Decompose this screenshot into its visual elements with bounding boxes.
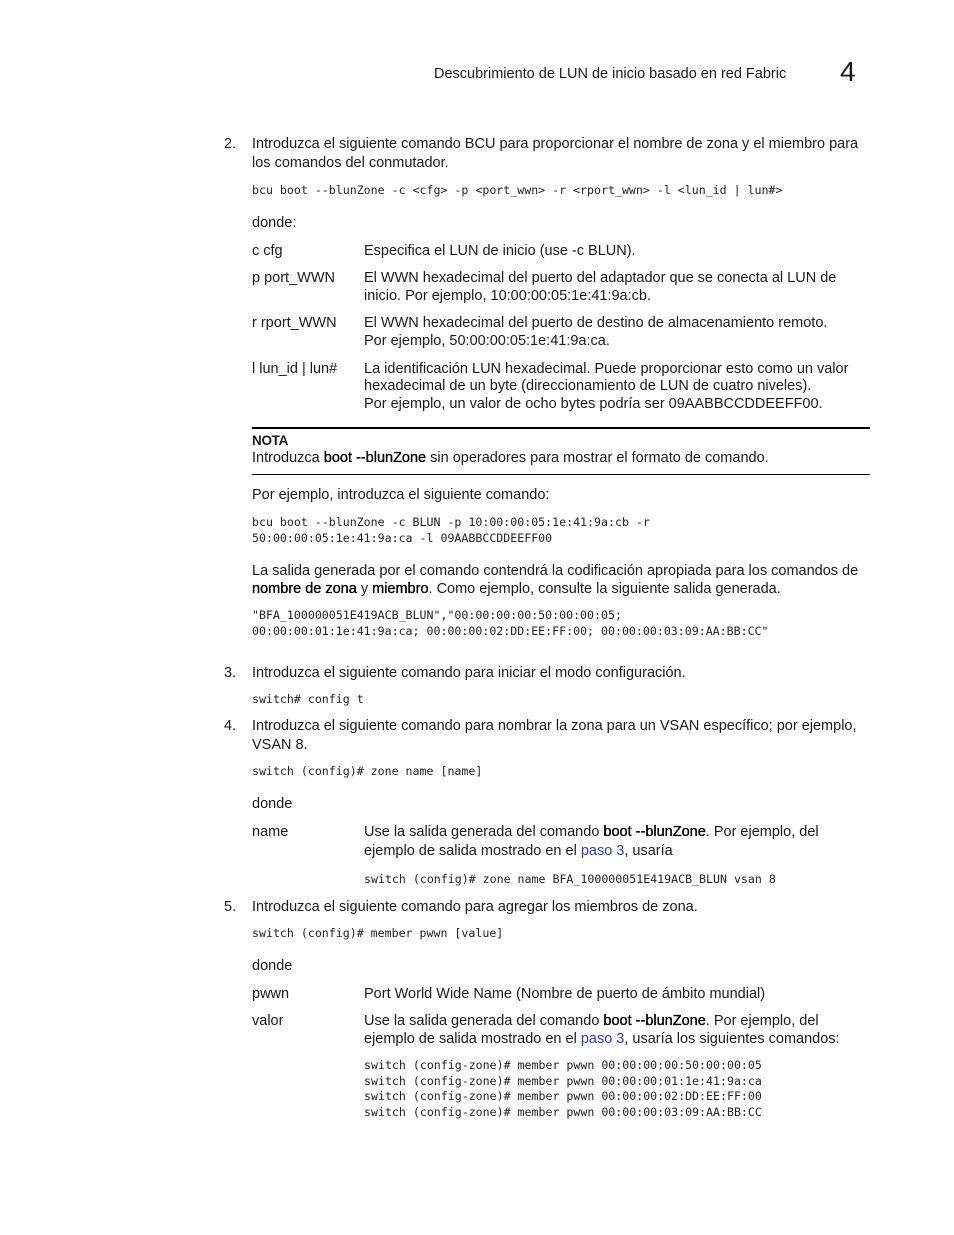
running-header: Descubrimiento de LUN de inicio basado en red Fabric <box>434 66 787 82</box>
output-desc-line2: nombre de zona y miembro. Como ejemplo, consulte la siguiente salida generada. <box>252 581 781 597</box>
step-4-example-command: switch (config)# zone name BFA_100000051E419ACB_BLUN vsan 8 <box>364 872 776 886</box>
paso-3-link[interactable]: paso 3 <box>580 843 625 859</box>
step-4-text-line1: Introduzca el siguiente comando para nombrar la zona para un VSAN específico; por ejemplo, <box>252 718 857 734</box>
def-desc-lun-id-2: hexadecimal de un byte (direccionamiento de LUN de cuatro niveles). <box>364 378 812 394</box>
def-term-name: name <box>252 824 289 840</box>
def-term-lun-id: l lun_id | lun# <box>252 361 338 377</box>
def-desc-name-2: ejemplo de salida mostrado en el paso 3, usaría <box>364 843 673 859</box>
step-3-number: 3. <box>224 665 237 681</box>
step-2-text-line2: los comandos del conmutador. <box>252 155 449 171</box>
step-2-command: bcu boot --blunZone -c <cfg> -p <port_wwn> -r <rport_wwn> -l <lun_id | lun#> <box>252 183 783 197</box>
generated-output: "BFA_100000051E419ACB_BLUN","00:00:00:00:50:00:00:05; 00:00:00:01:1e:41:9a:ca; 00:00:00:02:DD:EE:FF:00; 00:00:00:03:09:AA:BB:CC" <box>252 608 769 638</box>
note-label: NOTA <box>252 433 289 448</box>
def-term-port-wwn: p port_WWN <box>252 270 335 286</box>
step-5-donde: donde <box>252 958 293 974</box>
step-5-command: switch (config)# member pwwn [value] <box>252 926 504 940</box>
step-5-example-commands: switch (config-zone)# member pwwn 00:00:00:00:50:00:00:05 switch (config-zone)# member pwwn 00:00:00:01:1e:41:9a:ca switch (config-zone)# member pwwn 00:00:00:02:DD:EE:FF:00 switch (config-zone)# member pwwn 00:00:00:03:09:AA:BB:CC <box>364 1058 762 1119</box>
def-desc-cfg: Especifica el LUN de inicio (use -c BLUN). <box>364 243 636 259</box>
step-5-text: Introduzca el siguiente comando para agregar los miembros de zona. <box>252 899 698 915</box>
def-term-cfg: c cfg <box>252 243 283 259</box>
step-5-number: 5. <box>224 899 237 915</box>
step-4-command: switch (config)# zone name [name] <box>252 764 483 778</box>
paso-3-link[interactable]: paso 3 <box>580 1031 625 1047</box>
donde-label: donde: <box>252 215 297 231</box>
def-desc-port-wwn-2: inicio. Por ejemplo, 10:00:00:05:1e:41:9a:cb. <box>364 288 651 304</box>
step-2-number: 2. <box>224 136 237 152</box>
note-top-rule <box>252 427 870 429</box>
step-3-command: switch# config t <box>252 692 364 706</box>
def-desc-pwwn: Port World Wide Name (Nombre de puerto de ámbito mundial) <box>364 986 766 1002</box>
def-desc-rport-wwn-2: Por ejemplo, 50:00:00:05:1e:41:9a:ca. <box>364 333 610 349</box>
def-desc-valor-1: Use la salida generada del comando boot --blunZone. Por ejemplo, del <box>364 1013 819 1029</box>
step-4-text-line2: VSAN 8. <box>252 737 308 753</box>
output-desc-line1: La salida generada por el comando contendrá la codificación apropiada para los comandos de <box>252 563 859 579</box>
def-term-valor: valor <box>252 1013 284 1029</box>
chapter-number: 4 <box>840 56 856 87</box>
def-term-rport-wwn: r rport_WWN <box>252 315 337 331</box>
step-4-number: 4. <box>224 718 237 734</box>
def-desc-lun-id-3: Por ejemplo, un valor de ocho bytes podría ser 09AABBCCDDEEFF00. <box>364 396 823 412</box>
def-desc-name-1: Use la salida generada del comando boot --blunZone. Por ejemplo, del <box>364 824 819 840</box>
step-4-donde: donde <box>252 796 293 812</box>
step-2-text-line1: Introduzca el siguiente comando BCU para proporcionar el nombre de zona y el miembro para <box>252 136 859 152</box>
example-command: bcu boot --blunZone -c BLUN -p 10:00:00:05:1e:41:9a:cb -r 50:00:00:05:1e:41:9a:ca -l 09AABBCCDDEEFF00 <box>252 515 650 545</box>
def-desc-port-wwn-1: El WWN hexadecimal del puerto del adaptador que se conecta al LUN de <box>364 270 837 286</box>
example-intro: Por ejemplo, introduzca el siguiente comando: <box>252 487 550 503</box>
def-desc-rport-wwn-1: El WWN hexadecimal del puerto de destino de almacenamiento remoto. <box>364 315 828 331</box>
note-text: Introduzca boot --blunZone sin operadores para mostrar el formato de comando. <box>252 450 769 466</box>
def-desc-lun-id-1: La identificación LUN hexadecimal. Puede proporcionar esto como un valor <box>364 361 849 377</box>
step-3-text: Introduzca el siguiente comando para iniciar el modo configuración. <box>252 665 686 681</box>
def-term-pwwn: pwwn <box>252 986 290 1002</box>
def-desc-valor-2: ejemplo de salida mostrado en el paso 3, usaría los siguientes comandos: <box>364 1031 840 1047</box>
note-bottom-rule <box>252 474 870 475</box>
